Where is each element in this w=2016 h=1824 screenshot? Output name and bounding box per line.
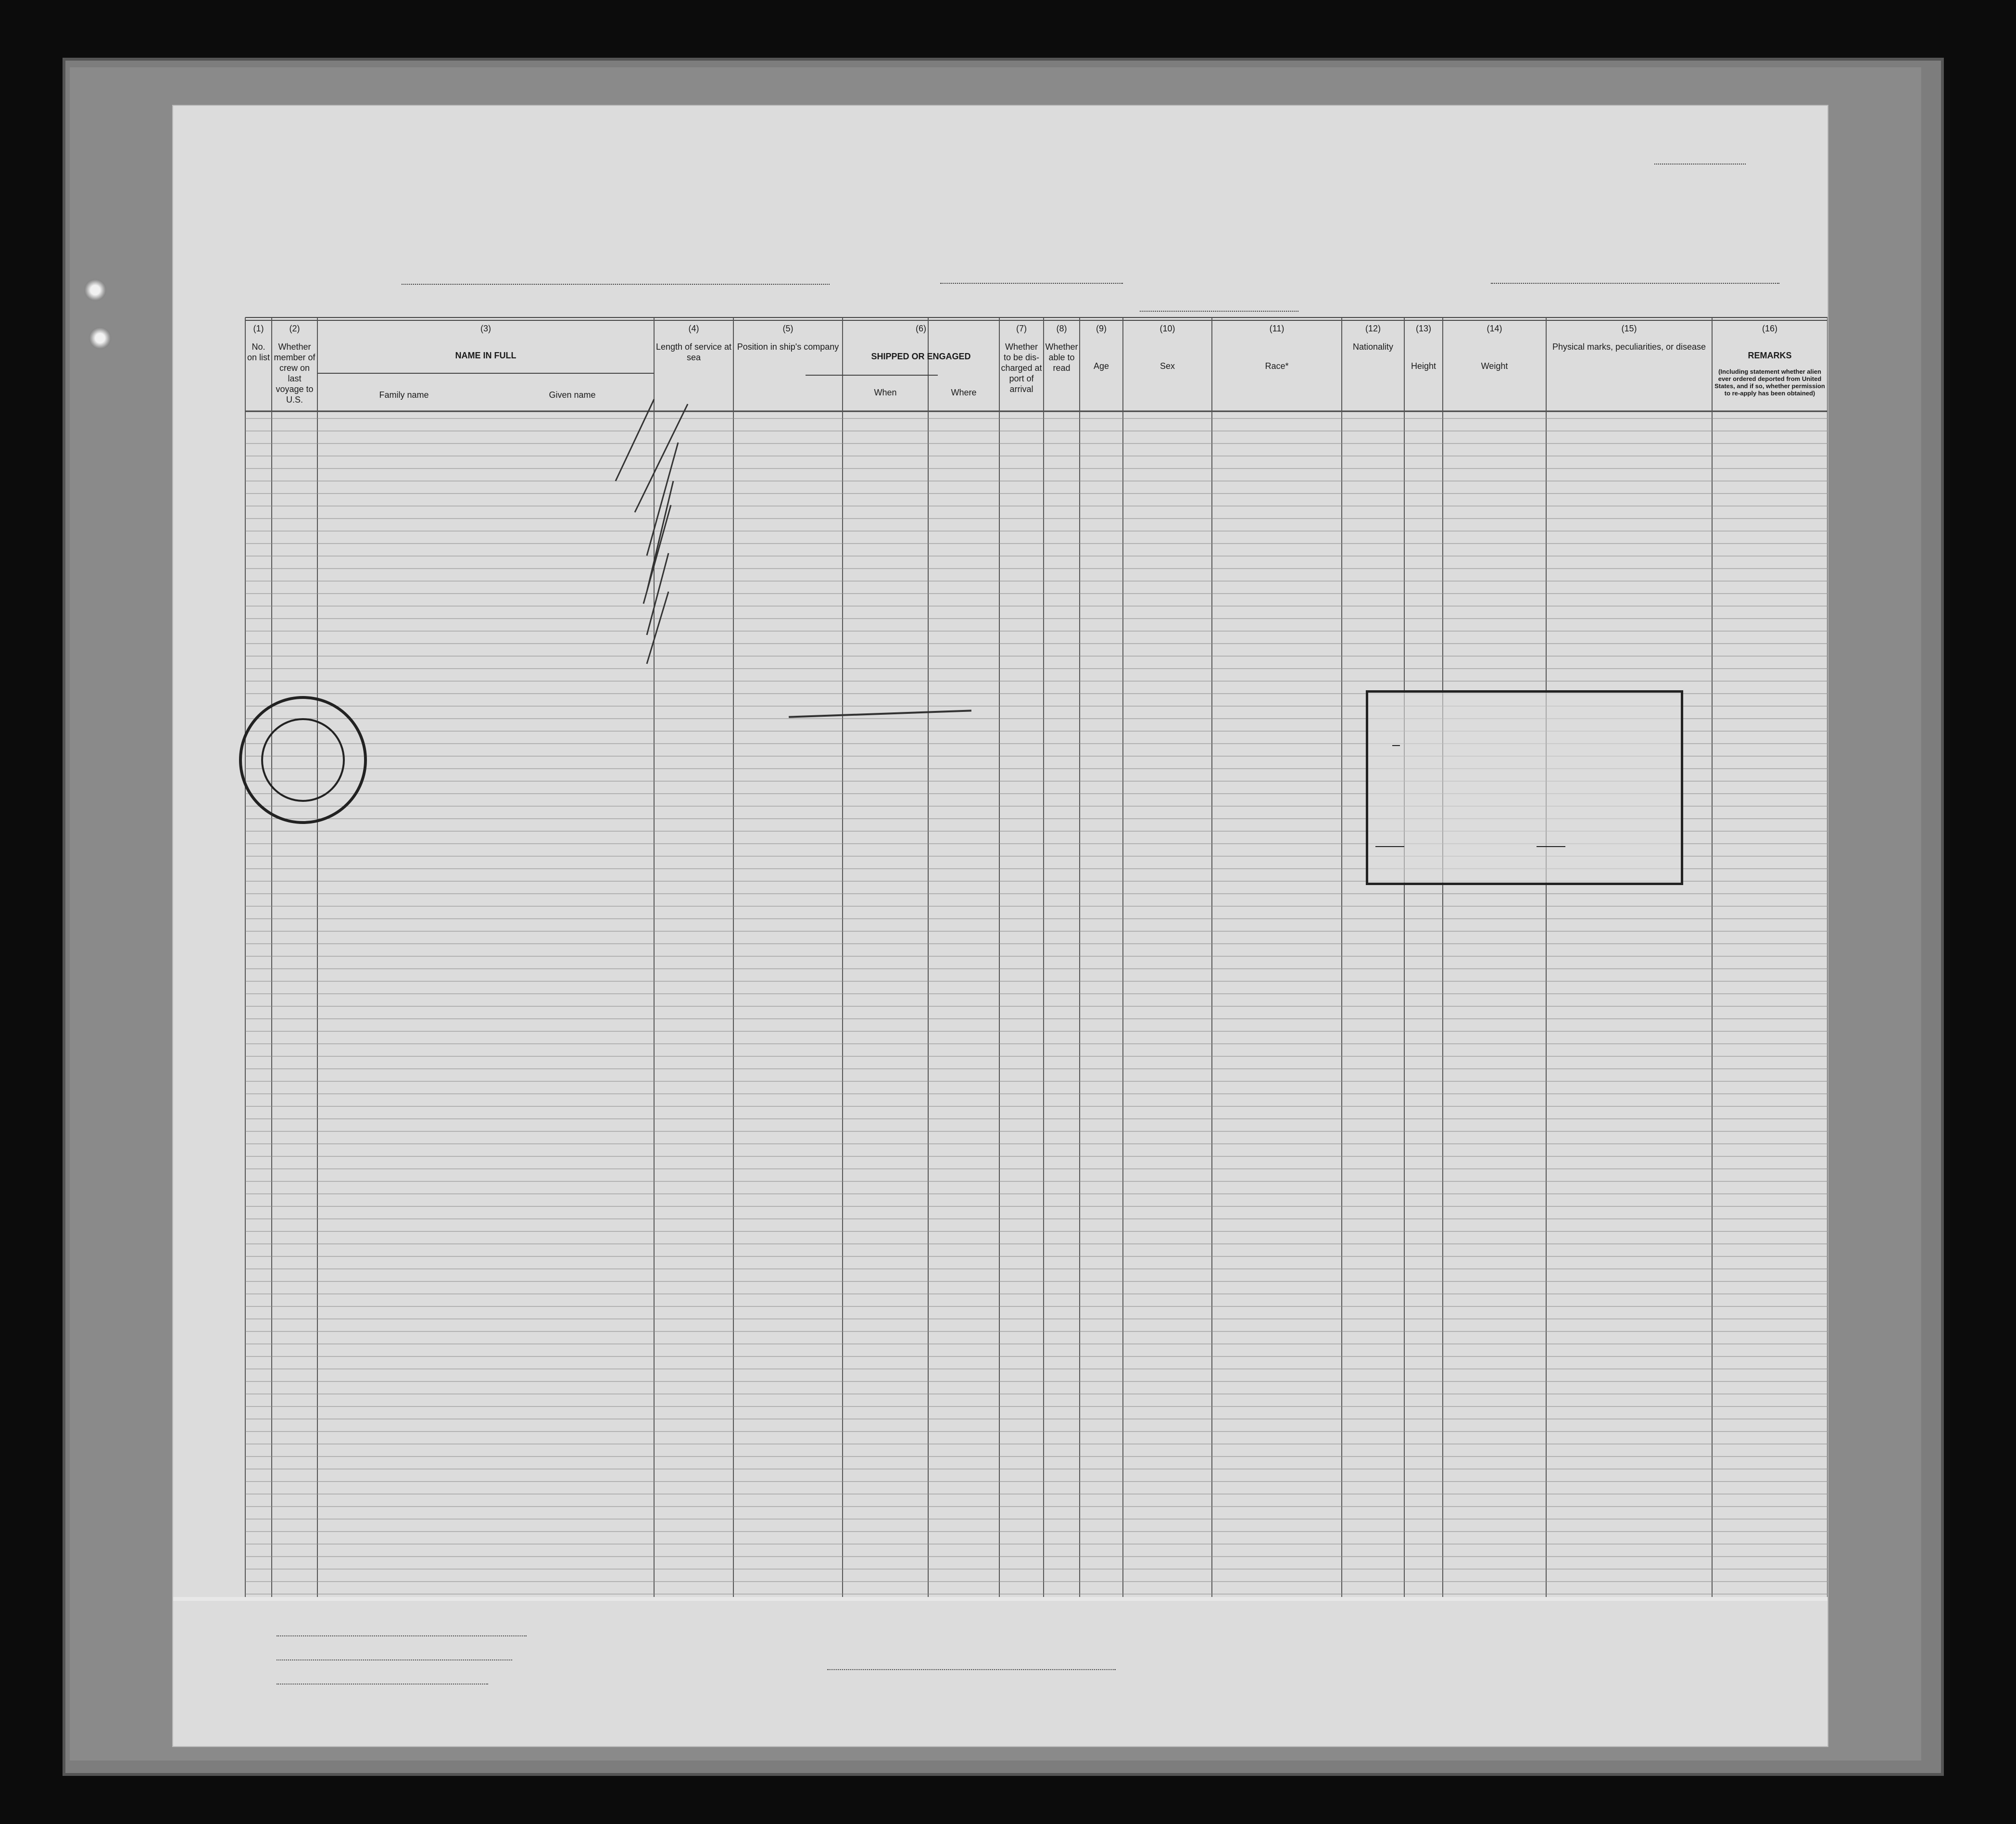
column-number: (4): [688, 324, 699, 333]
round-stamp-graphic: [231, 688, 375, 832]
column-header: No. on list: [247, 342, 270, 362]
column-number: (12): [1365, 324, 1381, 333]
column-number: (13): [1415, 324, 1431, 333]
stamp-date-line: [1392, 730, 1400, 746]
column-number: (10): [1159, 324, 1175, 333]
column-number: (9): [1096, 324, 1107, 333]
binding-hole: [89, 327, 111, 349]
column-number: (5): [782, 324, 794, 333]
column-header: REMARKS: [1748, 351, 1792, 360]
column-subheader-family: Family name: [379, 390, 429, 400]
stamp-entries-value: [1537, 818, 1565, 847]
column-header: SHIPPED OR ENGAGED: [871, 352, 971, 361]
column-header: Sex: [1159, 361, 1175, 371]
footer-line: [272, 1628, 527, 1639]
column-number: (15): [1621, 324, 1637, 333]
stamp-sheets: [1375, 818, 1404, 846]
stamp-sheets-value: [1375, 818, 1404, 847]
column-number: (3): [480, 324, 491, 333]
column-number: (14): [1487, 324, 1502, 333]
column-header: Weight: [1481, 361, 1508, 371]
column-header: Nationality: [1352, 342, 1394, 352]
column-number: (1): [253, 324, 264, 333]
column-header: NAME IN FULL: [455, 351, 517, 360]
column-number: (2): [289, 324, 300, 333]
column-number: (8): [1056, 324, 1067, 333]
stamp-date: [1392, 730, 1400, 746]
column-header: Physical marks, peculiarities, or disease: [1552, 342, 1706, 352]
column-number: (16): [1762, 324, 1777, 333]
stamp-entries: [1537, 818, 1565, 846]
port-cristobal-stamp: [231, 688, 375, 832]
column-note: (Including statement whether alien ever ordered deported from United States, and if so, whether permission to re-apply has been obtained): [1714, 368, 1825, 397]
column-number: (11): [1269, 324, 1285, 333]
column-header: Age: [1093, 361, 1109, 371]
binding-hole: [84, 279, 106, 301]
column-header: Length of service at sea: [655, 342, 732, 362]
column-number: (6): [916, 324, 926, 333]
column-header: Height: [1411, 361, 1436, 371]
column-subheader-where: Where: [951, 388, 977, 397]
column-header: Position in ship's company: [737, 342, 839, 352]
column-number: (7): [1016, 324, 1027, 333]
footer-agents: [272, 1676, 488, 1687]
column-header: Race*: [1265, 361, 1289, 371]
manifest-sheet: [172, 105, 1828, 1747]
column-subheader-when: When: [874, 388, 897, 397]
column-header: Whether to be dis-charged at port of arrival: [1001, 342, 1042, 394]
column-header: Whether member of crew on last voyage to U.S.: [274, 342, 315, 405]
column-header: Whether able to read: [1045, 342, 1078, 373]
column-subheader-given: Given name: [549, 390, 596, 400]
seen-stamp: [1366, 690, 1683, 885]
footer-owners: [272, 1652, 512, 1663]
